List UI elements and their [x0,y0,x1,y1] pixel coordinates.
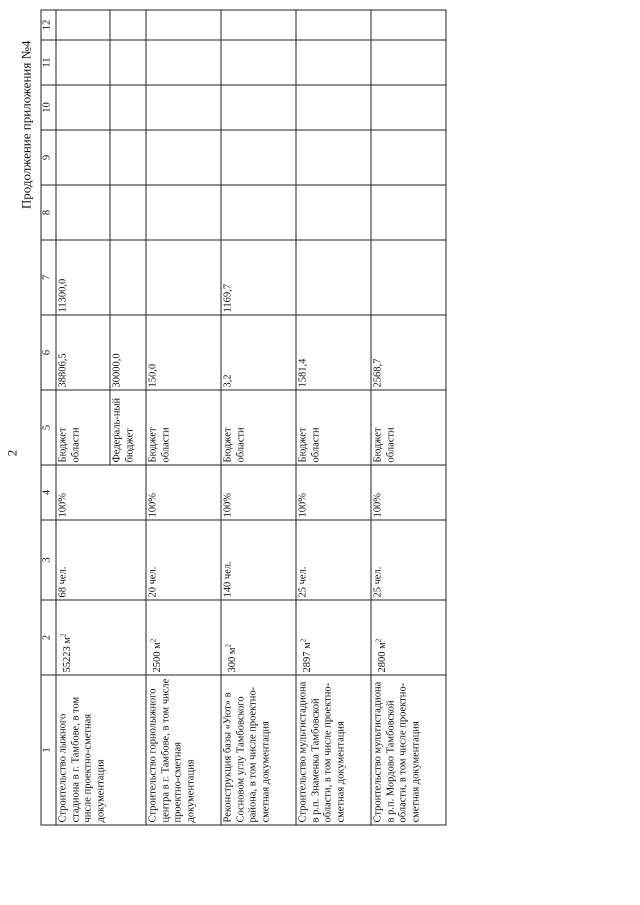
empty-cell-col11 [296,40,371,85]
column-header: 11 [41,40,56,85]
percent-cell: 100% [221,465,296,520]
column-header: 2 [41,600,56,675]
column-header: 1 [41,675,56,825]
empty-cell-col9 [146,130,221,185]
empty-cell-col11 [110,40,146,85]
empty-cell-col9 [221,130,296,185]
capacity-cell: 20 чел. [146,520,221,600]
project-name-cell: Строительство мультистадиона в р.п. Мордово Тамбовской области, в том числе проектно-сметная документация [371,675,446,825]
area-unit-exponent: 2 [59,632,67,637]
column-header: 10 [41,85,56,130]
area-cell [371,600,446,675]
table-row [296,10,371,825]
capacity-cell: 25 чел. [296,520,371,600]
table-row [56,10,110,825]
empty-cell-col8 [221,185,296,240]
area-value: 2897 м [301,641,313,672]
value-col6-cell: 30000,0 [110,315,146,390]
empty-cell-col12 [56,10,110,40]
area-cell [296,600,371,675]
funding-source-cell: Бюджет области [296,390,371,465]
area-cell [221,600,296,675]
project-name-cell: Строительство горнолыжного центра в г. Тамбове, в том числе проектно-сметная документация [146,675,221,825]
empty-cell-col12 [146,10,221,40]
column-header: 9 [41,130,56,185]
header-row [41,10,56,825]
empty-cell-col10 [146,85,221,130]
empty-cell-col10 [296,85,371,130]
project-name-cell: Строительство лыжного стадиона в г. Тамбове, в том числе проектно-сметная документация [56,675,146,825]
value-col7-cell [296,240,371,315]
table-row [146,10,221,825]
empty-cell-col8 [296,185,371,240]
empty-cell-col10 [371,85,446,130]
empty-cell-col10 [56,85,110,130]
empty-cell-col8 [146,185,221,240]
project-name-cell: Строительство мультистадиона в р.п. Знаменка Тамбовской области, в том числе проектно-сметная документация [296,675,371,825]
project-table [40,9,446,825]
capacity-cell: 140 чел. [221,520,296,600]
empty-cell-col10 [110,85,146,130]
empty-cell-col9 [110,130,146,185]
continuation-caption: Продолжение приложения №4 [18,40,33,209]
value-col6-cell: 1581,4 [296,315,371,390]
column-header: 6 [41,315,56,390]
column-header: 4 [41,465,56,520]
area-unit-exponent: 2 [374,638,382,642]
table-row [221,10,296,825]
column-header: 5 [41,390,56,465]
empty-cell-col8 [56,185,110,240]
funding-source-cell: Бюджет области [221,390,296,465]
value-col7-cell [371,240,446,315]
column-header: 12 [41,10,56,40]
percent-cell: 100% [56,465,146,520]
value-col6-cell: 3,2 [221,315,296,390]
empty-cell-col9 [371,130,446,185]
value-col7-cell: 11300,0 [56,240,110,315]
empty-cell-col9 [296,130,371,185]
empty-cell-col8 [110,185,146,240]
empty-cell-col12 [110,10,146,40]
project-name-cell: Реконструкция базы «Уют» в Сосновом углу Тамбовского района, в том числе проектно-сметная документация [221,675,296,825]
area-value: 300 м [226,646,238,672]
capacity-cell: 25 чел. [371,520,446,600]
area-value: 2500 м [151,641,163,672]
empty-cell-col10 [221,85,296,130]
percent-cell: 100% [296,465,371,520]
funding-source-cell: Федераль-ный бюджет [110,390,146,465]
area-cell [146,600,221,675]
empty-cell-col12 [371,10,446,40]
percent-cell: 100% [146,465,221,520]
empty-cell-col8 [371,185,446,240]
value-col6-cell: 150,0 [146,315,221,390]
funding-source-cell: Бюджет области [56,390,110,465]
empty-cell-col11 [56,40,110,85]
empty-cell-col12 [221,10,296,40]
column-header: 3 [41,520,56,600]
area-value: 55223 м [61,636,73,672]
empty-cell-col11 [371,40,446,85]
value-col7-cell [146,240,221,315]
area-cell [56,600,146,675]
column-header: 8 [41,185,56,240]
funding-source-cell: Бюджет области [371,390,446,465]
value-col7-cell [110,240,146,315]
area-unit-exponent: 2 [299,638,307,642]
percent-cell: 100% [371,465,446,520]
funding-source-cell: Бюджет области [146,390,221,465]
empty-cell-col11 [221,40,296,85]
empty-cell-col9 [56,130,110,185]
area-value: 2800 м [376,641,388,672]
table-row [371,10,446,825]
value-col6-cell: 38806,5 [56,315,110,390]
empty-cell-col11 [146,40,221,85]
area-unit-exponent: 2 [149,638,157,642]
page-number: 2 [4,449,19,456]
capacity-cell: 68 чел. [56,520,146,600]
empty-cell-col12 [296,10,371,40]
area-unit-exponent: 2 [224,643,232,647]
value-col6-cell: 2568,7 [371,315,446,390]
value-col7-cell: 1169,7 [221,240,296,315]
column-header: 7 [41,240,56,315]
